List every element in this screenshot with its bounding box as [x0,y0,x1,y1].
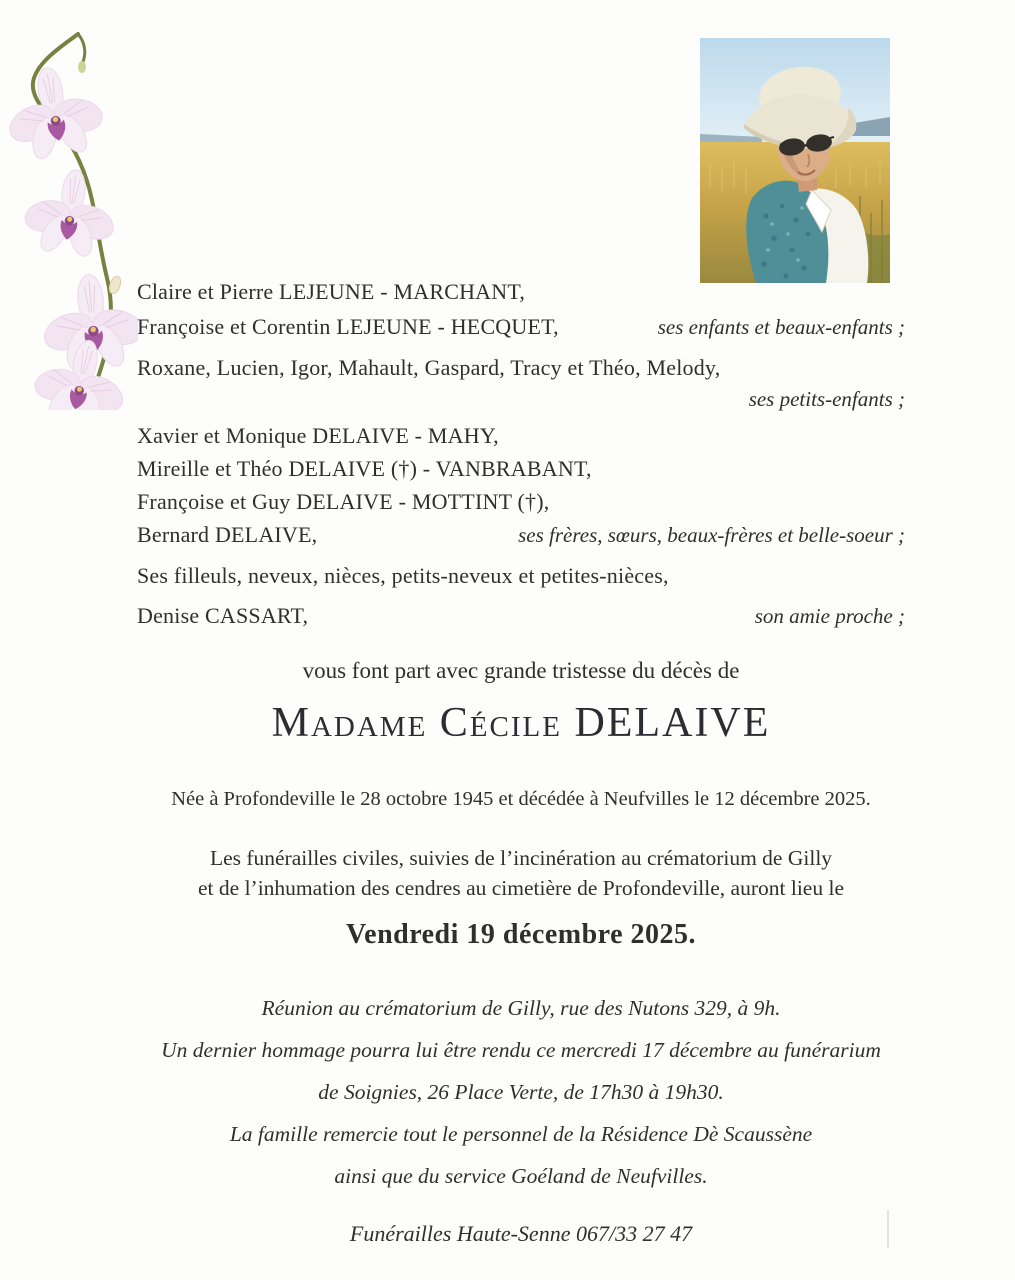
thanks-line-2: ainsi que du service Goéland de Neufvilles. [334,1164,708,1188]
deceased-name-title: Madame Cécile DELAIVE [271,700,771,746]
relation-label: ses enfants et beaux-enfants ; [657,315,905,339]
family-line [137,421,905,451]
family-names: Claire et Pierre LEJEUNE - MARCHANT, [137,279,526,304]
tribute-line-1: Un dernier hommage pourra lui être rendu ce mercredi 17 décembre au funérarium [161,1038,881,1062]
family-line [137,353,905,383]
family-line [137,520,905,550]
family-line [137,312,905,342]
family-names: Ses filleuls, neveux, nièces, petits-neveux et petites-nièces, [137,563,669,588]
birth-death-line: Née à Profondeville le 28 octobre 1945 et décédée à Neufvilles le 12 décembre 2025. [171,788,871,810]
ceremony-line-2: et de l’inhumation des cendres au cimetière de Profondeville, auront lieu le [198,876,844,900]
ceremony-date: Vendredi 19 décembre 2025. [345,919,697,950]
family-line [137,277,905,307]
tribute-line-2: de Soignies, 26 Place Verte, de 17h30 à 19h30. [318,1080,724,1104]
meeting-line: Réunion au crématorium de Gilly, rue des Nutons 329, à 9h. [261,996,781,1020]
family-names: Bernard DELAIVE, [137,522,318,547]
thanks-line-1: La famille remercie tout le personnel de la Résidence Dè Scaussène [229,1122,813,1146]
family-line [137,454,905,484]
relation-label: son amie proche ; [754,604,905,628]
family-names: Roxane, Lucien, Igor, Mahault, Gaspard, Tracy et Théo, Melody, [137,355,721,380]
announcement-intro: vous font part avec grande tristesse du décès de [302,658,740,683]
family-line [137,561,905,591]
relation-label: ses petits-enfants ; [748,387,905,411]
ceremony-line-1: Les funérailles civiles, suivies de l’incinération au crématorium de Gilly [209,846,833,870]
funeral-home-contact: Funérailles Haute-Senne 067/33 27 47 [349,1221,693,1246]
scan-artifact [887,1210,889,1248]
family-line [137,487,905,517]
family-names: Mireille et Théo DELAIVE (†) - VANBRABANT, [137,456,592,481]
family-names: Denise CASSART, [137,603,309,628]
family-line [137,601,905,631]
family-names: Françoise et Corentin LEJEUNE - HECQUET, [137,314,559,339]
orchid-branch-image [2,28,138,410]
announcement-text [137,0,905,1280]
family-names: Françoise et Guy DELAIVE - MOTTINT (†), [137,489,550,514]
relation-label: ses frères, sœurs, beaux-frères et belle-soeur ; [518,523,905,547]
family-line [137,384,905,414]
family-names: Xavier et Monique DELAIVE - MAHY, [137,423,499,448]
